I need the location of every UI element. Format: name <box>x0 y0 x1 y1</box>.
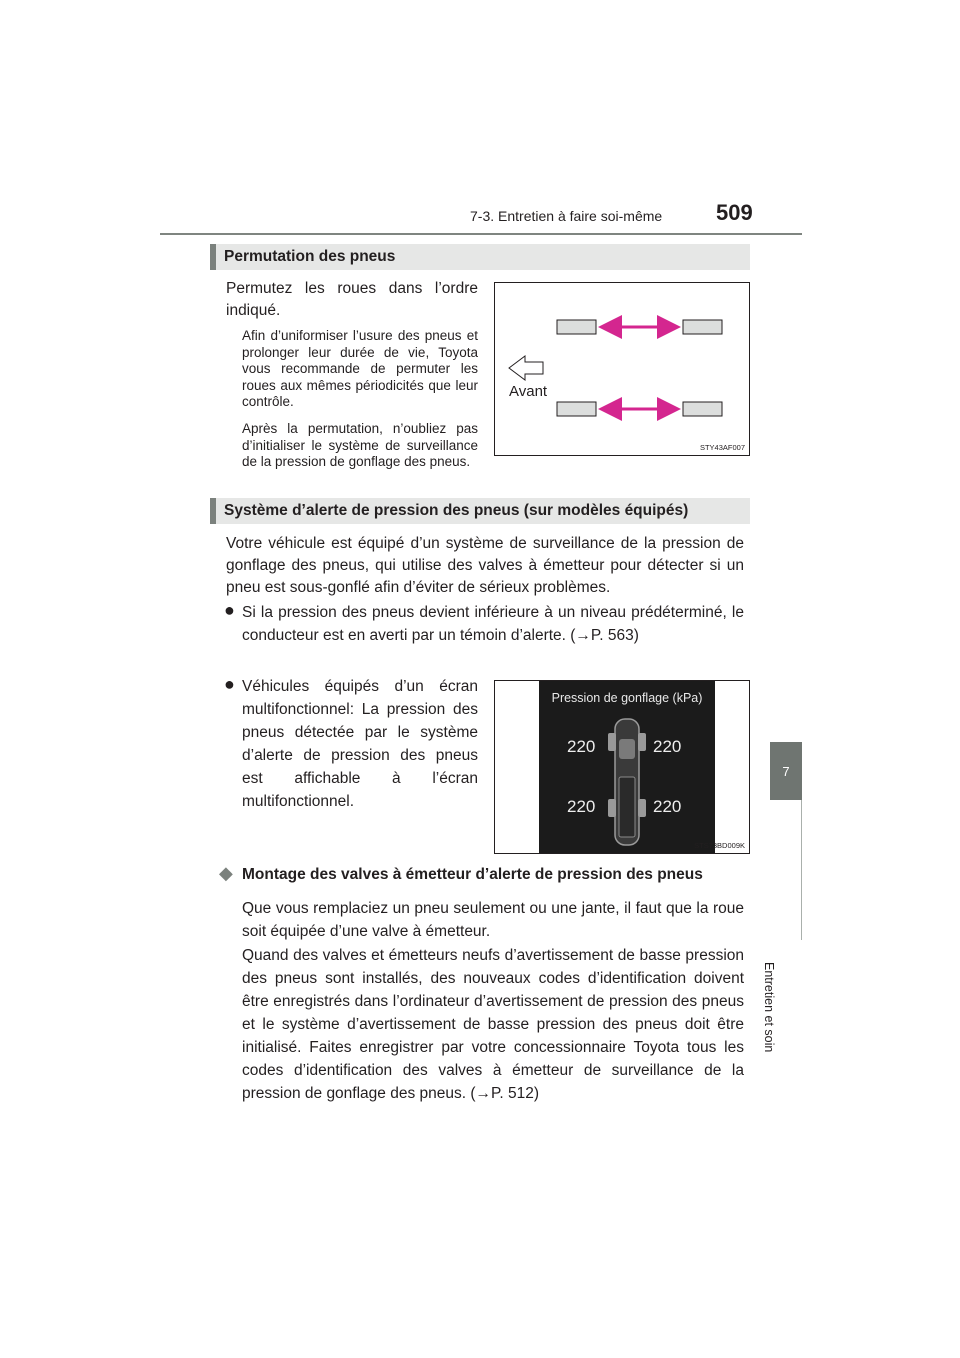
chapter-label: Entretien et soin <box>762 962 776 1053</box>
rotation-note-1: Afin d’uniformiser l’usure des pneus et prolonger leur durée de vie, Toyota vous recommande de permuter les roues aux mêmes périodicités que leur contrôle. <box>242 328 478 409</box>
figure-code: STY43AF007 <box>699 443 745 452</box>
pressure-front-right: 220 <box>653 737 682 756</box>
valve-para-2: Quand des valves et émetteurs neufs d’avertissement de basse pression des pneus sont installés, des nouveaux codes d’identification doivent être enregistrés dans l’ordinateur d’avertissement de pression des pneus et le système d’avertissement de basse pression des pneus doit être initialisé. Faites enregistrer par votre concessionnaire Toyota tous les codes d’identification des valves à émetteur de surveillance de la pression de gonflage des pneus. (→P. 512) <box>242 947 744 1102</box>
display-title: Pression de gonflage (kPa) <box>551 691 703 705</box>
bullet-marker: ● <box>224 674 235 694</box>
front-direction-arrow <box>509 356 543 380</box>
pressure-front-left: 220 <box>567 737 596 756</box>
tpms-display-figure <box>494 680 750 854</box>
header-rule <box>160 233 802 235</box>
pressure-rear-right: 220 <box>653 797 682 816</box>
diamond-marker: ◆ <box>219 863 233 883</box>
rotation-figure <box>494 282 750 456</box>
tire-rear-right <box>683 402 722 416</box>
vehicle-top-view <box>539 681 715 853</box>
header-section: 7-3. Entretien à faire soi-même <box>470 208 663 224</box>
rotation-diagram <box>495 283 749 455</box>
chapter-divider <box>801 800 802 940</box>
tpws-bullet-2: Véhicules équipés d’un écran multifonctionnel: La pression des pneus détectée par le système d’alerte de pression des pneus est affichable à l’écran multifonctionnel. <box>242 678 478 810</box>
tire-rear-left <box>557 402 596 416</box>
rotation-note-2: Après la permutation, n’oubliez pas d’initialiser le système de surveillance de la pression de gonflage des pneus. <box>242 421 478 469</box>
section-title-tpws: Système d’alerte de pression des pneus (sur modèles équipés) <box>210 498 750 524</box>
rotation-intro: Permutez les roues dans l’ordre indiqué. <box>226 280 478 319</box>
multi-info-display <box>539 681 715 853</box>
figure-code: STS73BD009K <box>694 841 745 850</box>
pressure-rear-left: 220 <box>567 797 596 816</box>
section-title-rotation: Permutation des pneus <box>210 244 750 270</box>
chapter-tab: 7 <box>770 742 802 800</box>
tire-front-right <box>683 320 722 334</box>
valve-section-title: Montage des valves à émetteur d’alerte de pression des pneus <box>242 866 703 883</box>
page-number: 509 <box>716 200 753 225</box>
tire-front-left <box>557 320 596 334</box>
bullet-marker: ● <box>224 600 235 620</box>
tpws-intro: Votre véhicule est équipé d’un système de surveillance de la pression de gonflage des pneus, qui utilise des valves à émetteur pour détecter si un pneu est sous-gonflé afin d’éviter de sérieux problèmes. <box>226 535 744 596</box>
valve-para-1: Que vous remplaciez un pneu seulement ou une jante, il faut que la roue soit équipée d’une valve à émetteur. <box>242 900 744 940</box>
tpws-bullet-1: Si la pression des pneus devient inférieure à un niveau prédéterminé, le conducteur est en averti par un témoin d’alerte. (→P. 563) <box>242 604 744 644</box>
front-label: Avant <box>509 383 548 400</box>
